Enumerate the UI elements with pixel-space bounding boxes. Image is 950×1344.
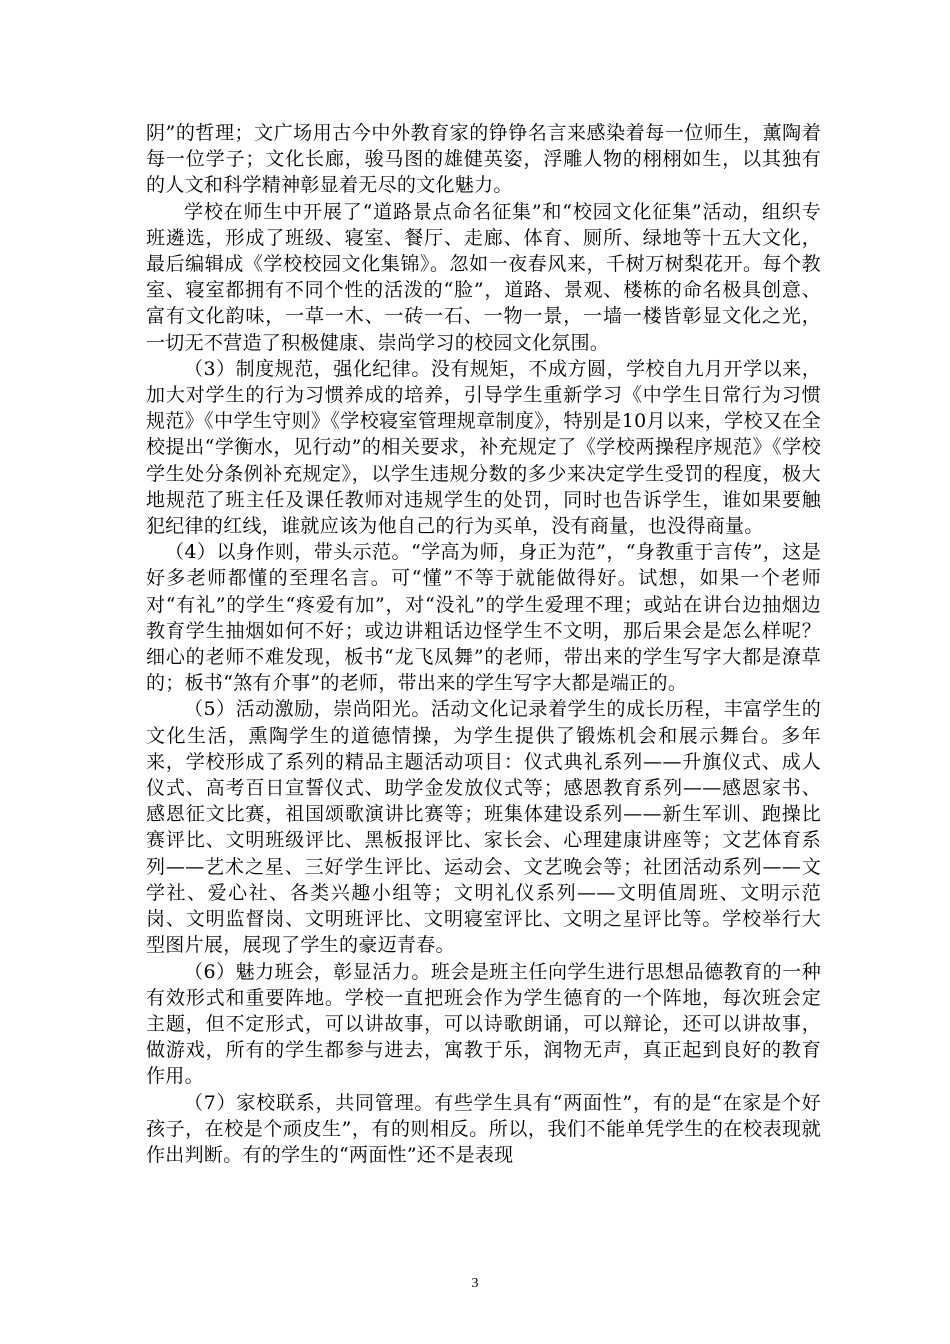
paragraph-class-meeting: （6）魅力班会，彰显活力。班会是班主任向学生进行思想品德教育的一种有效形式和重要阵地。学校一直把班会作为学生德育的一个阵地，每次班会定主题，但不定形式，可以讲故事，可以诗歌朗诵，可以辩论，还可以讲故事，做游戏，所有的学生都参与进去，寓教于乐，润物无声，真正起到良好的教育作用。 [146,960,821,1088]
paragraph-campus-culture: 学校在师生中开展了“道路景点命名征集”和“校园文化征集”活动，组织专班遴选，形成了班级、寝室、餐厅、走廊、体育、厕所、绿地等十五大文化，最后编辑成《学校校园文化集锦》。忽如一夜春风来，千树万树梨花开。每个教室、寝室都拥有不同个性的活泼的“脸”，道路、景观、楼栋的命名极具创意、富有文化韵味，一草一木、一砖一石、一物一景，一墙一楼皆彰显文化之光，一切无不营造了积极健康、崇尚学习的校园文化氛围。 [146,200,821,354]
page-number: 3 [471,1276,479,1291]
paragraph-home-school: （7）家校联系，共同管理。有些学生具有“两面性”，有的是“在家是个好孩子，在校是个顽皮生”，有的则相反。所以，我们不能单凭学生的在校表现就作出判断。有的学生的“两面性”还不是表现 [146,1091,821,1166]
paragraph-continuation: 阴”的哲理；文广场用古今中外教育家的铮铮名言来感染着每一位师生，薰陶着每一位学子；文化长廊，骏马图的雄健英姿，浮雕人物的栩栩如生，以其独有的人文和科学精神彰显着无尽的文化魅力。 [146,122,821,197]
paragraph-rules: （3）制度规范，强化纪律。没有规矩，不成方圆，学校自九月开学以来，加大对学生的行为习惯养成的培养，引导学生重新学习《中学生日常行为习惯规范》《中学生守则》《学校寝室管理规章制度》，特别是10月以来，学校又在全校提出“学衡水，见行动”的相关要求，补充规定了《学校两操程序规范》《学校学生处分条例补充规定》，以学生违规分数的多少来决定学生受罚的程度，极大地规范了班主任及课任教师对违规学生的处罚，同时也告诉学生，谁如果要触犯纪律的红线，谁就应该为他自己的行为买单，没有商量，也没得商量。 [146,357,821,538]
body-text [146,120,821,1168]
paragraph-activities: （5）活动激励，崇尚阳光。活动文化记录着学生的成长历程，丰富学生的文化生活，熏陶学生的道德情操，为学生提供了锻炼机会和展示舞台。多年来，学校形成了系列的精品主题活动项目：仪式典礼系列——升旗仪式、成人仪式、高考百日宣誓仪式、助学金发放仪式等；感恩教育系列——感恩家书、感恩征文比赛，祖国颂歌演讲比赛等；班集体建设系列——新生军训、跑操比赛评比、文明班级评比、黑板报评比、家长会、心理建康讲座等；文艺体育系列——艺术之星、三好学生评比、运动会、文艺晚会等；社团活动系列——文学社、爱心社、各类兴趣小组等；文明礼仪系列——文明值周班、文明示范岗、文明监督岗、文明班评比、文明寝室评比、文明之星评比等。学校举行大型图片展，展现了学生的豪迈青春。 [146,698,821,957]
paragraph-role-model: （4）以身作则，带头示范。“学高为师，身正为范”，“身教重于言传”，这是好多老师都懂的至理名言。可“懂”不等于就能做得好。试想，如果一个老师对“有礼”的学生“疼爱有加”，对“没礼”的学生爱理不理；或站在讲台边抽烟边教育学生抽烟如何不好；或边讲粗话边怪学生不文明，那后果会是怎么样呢？细心的老师不难发现，板书“龙飞凤舞”的老师，带出来的学生写字大都是潦草的；板书“煞有介事”的老师，带出来的学生写字大都是端正的。 [146,541,821,695]
